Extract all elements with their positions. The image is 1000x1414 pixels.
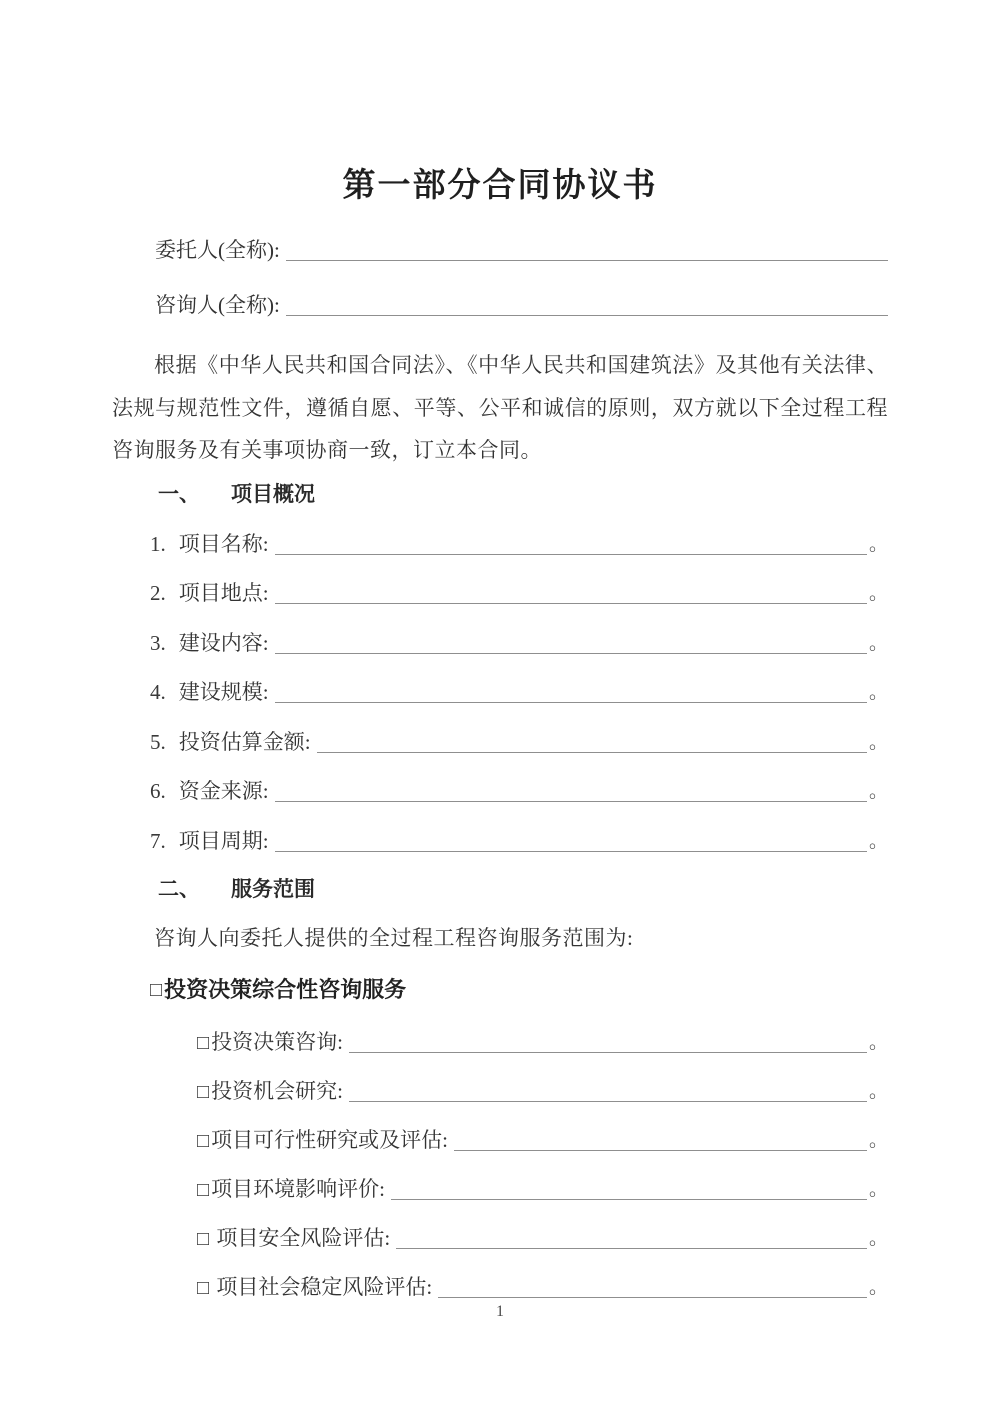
item-label: 投资机会研究: xyxy=(211,1079,343,1103)
section-one-heading xyxy=(158,479,888,509)
period: 。 xyxy=(868,1081,888,1102)
client-name-row xyxy=(155,234,888,266)
section-one-title: 项目概况 xyxy=(231,481,315,506)
construction-content-row xyxy=(150,627,888,659)
document-title: 第一部分合同协议书 xyxy=(342,168,658,204)
investment-decision-blank-line xyxy=(349,1052,867,1053)
period: 。 xyxy=(868,1277,888,1298)
funding-source-row xyxy=(150,775,888,807)
project-name-row xyxy=(150,528,888,560)
checkbox-icon: □ xyxy=(197,1130,210,1152)
item-number: 3. xyxy=(150,630,166,655)
item-label: 项目名称: xyxy=(178,531,269,556)
period: 。 xyxy=(868,1228,888,1249)
consultant-name-row xyxy=(155,289,888,321)
item-label: 项目安全风险评估: xyxy=(211,1226,391,1250)
period: 。 xyxy=(868,632,888,654)
project-location-blank-line xyxy=(275,603,867,604)
construction-scale-row xyxy=(150,676,888,708)
period: 。 xyxy=(868,533,888,555)
item-label: 项目可行性研究或及评估: xyxy=(211,1128,448,1152)
checkbox-icon: □ xyxy=(197,1032,210,1054)
project-period-blank-line xyxy=(275,851,867,852)
section-one-number: 一、 xyxy=(158,481,200,506)
consultant-name-label: 咨询人(全称): xyxy=(155,293,280,317)
investment-decision-consulting-row xyxy=(197,1026,888,1058)
client-name-blank-line xyxy=(286,260,888,261)
client-name-label: 委托人(全称): xyxy=(155,238,280,262)
investment-opportunity-research-row xyxy=(197,1075,888,1107)
project-name-blank-line xyxy=(275,554,867,555)
checkbox-icon: □ xyxy=(197,1277,210,1299)
safety-risk-assessment-row xyxy=(197,1222,888,1254)
social-stability-blank-line xyxy=(438,1297,867,1298)
item-number: 6. xyxy=(150,779,166,803)
section-two-title: 服务范围 xyxy=(231,877,315,901)
investment-estimate-blank-line xyxy=(317,752,867,753)
period: 。 xyxy=(868,583,888,604)
period: 。 xyxy=(868,1130,888,1151)
environmental-impact-row xyxy=(197,1173,888,1205)
item-number: 1. xyxy=(150,531,166,556)
item-label: 建设规模: xyxy=(178,680,269,704)
item-label: 投资决策咨询: xyxy=(211,1030,343,1054)
item-label: 项目周期: xyxy=(178,828,269,853)
period: 。 xyxy=(868,781,888,802)
section-two-heading xyxy=(158,874,888,904)
investment-opportunity-blank-line xyxy=(349,1101,867,1102)
period: 。 xyxy=(868,1032,888,1053)
checkbox-icon: □ xyxy=(197,1179,210,1201)
consultant-name-blank-line xyxy=(286,315,888,316)
checkbox-icon: □ xyxy=(197,1228,210,1250)
investment-consulting-group-heading xyxy=(150,974,888,1006)
feasibility-study-blank-line xyxy=(454,1150,867,1151)
social-stability-risk-row xyxy=(197,1271,888,1303)
service-scope-intro: 咨询人向委托人提供的全过程工程咨询服务范围为: xyxy=(154,926,634,950)
item-label: 项目环境影响评价: xyxy=(211,1177,385,1201)
item-number: 2. xyxy=(150,581,166,605)
item-label: 项目社会稳定风险评估: xyxy=(211,1275,433,1299)
item-label: 建设内容: xyxy=(178,630,269,655)
item-label: 项目地点: xyxy=(178,581,269,605)
period: 。 xyxy=(868,731,888,753)
group-heading-label: 投资决策综合性咨询服务 xyxy=(164,977,407,1002)
construction-scale-blank-line xyxy=(275,702,867,703)
investment-estimate-row xyxy=(150,726,888,758)
funding-source-blank-line xyxy=(275,801,867,802)
item-label: 投资估算金额: xyxy=(178,729,311,754)
period: 。 xyxy=(868,1179,888,1200)
section-two-number: 二、 xyxy=(158,877,200,901)
intro-paragraph: 根据《中华人民共和国合同法》、《中华人民共和国建筑法》及其他有关法律、法规与规范性文件，遵循自愿、平等、公平和诚信的原则，双方就以下全过程工程咨询服务及有关事项协商一致，订立本合同。 xyxy=(112,353,888,462)
checkbox-icon: □ xyxy=(150,979,163,1001)
checkbox-icon: □ xyxy=(197,1081,210,1103)
environmental-impact-blank-line xyxy=(391,1199,867,1200)
safety-risk-blank-line xyxy=(396,1248,867,1249)
project-period-row xyxy=(150,825,888,857)
item-number: 7. xyxy=(150,828,166,853)
feasibility-study-row xyxy=(197,1124,888,1156)
item-number: 5. xyxy=(150,729,166,754)
project-location-row xyxy=(150,577,888,609)
period: 。 xyxy=(868,830,888,852)
page-number: 1 xyxy=(496,1303,504,1320)
construction-content-blank-line xyxy=(275,653,867,654)
item-label: 资金来源: xyxy=(178,779,269,803)
period: 。 xyxy=(868,682,888,703)
item-number: 4. xyxy=(150,680,166,704)
